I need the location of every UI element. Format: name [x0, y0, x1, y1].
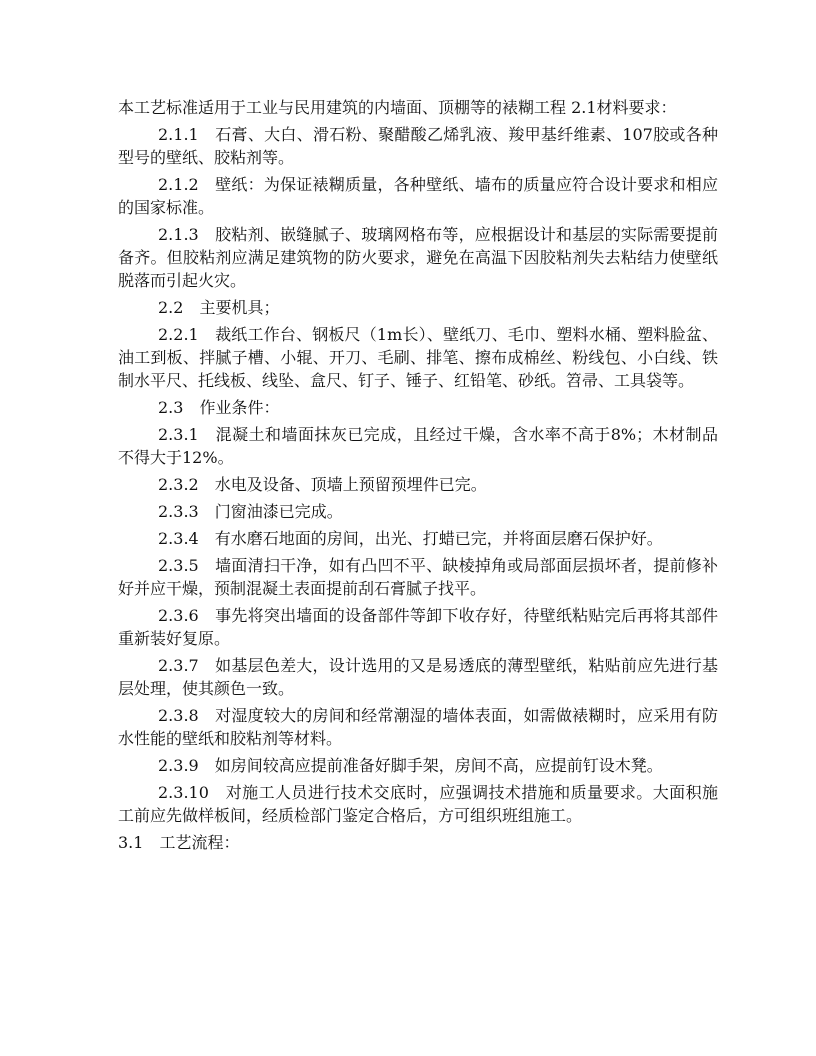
document-paragraph: 2.3.6 事先将突出墙面的设备部件等卸下收存好，待壁纸粘贴完后再将其部件重新装好复原。	[118, 606, 718, 648]
document-paragraph: 2.3.7 如基层色差大，设计选用的又是易透底的薄型壁纸，粘贴前应先进行基层处理，使其颜色一致。	[118, 656, 718, 698]
document-paragraph: 2.3.10 对施工人员进行技术交底时，应强调技术措施和质量要求。大面积施工前应先做样板间，经质检部门鉴定合格后，方可组织班组施工。	[118, 783, 718, 825]
document-paragraph: 2.3.2 水电及设备、顶墙上预留预埋件已完。	[158, 475, 487, 494]
document-paragraph: 2.1.3 胶粘剂、嵌缝腻子、玻璃网格布等，应根据设计和基层的实际需要提前备齐。但胶粘剂应满足建筑物的防火要求，避免在高温下因胶粘剂失去粘结力使壁纸脱落而引起火灾。	[118, 225, 718, 290]
document-paragraph: 2.1.1 石膏、大白、滑石粉、聚醋酸乙烯乳液、羧甲基纤维素、107胶或各种型号的壁纸、胶粘剂等。	[118, 125, 718, 167]
document-paragraph: 2.3.3 门窗油漆已完成。	[158, 502, 343, 521]
document-page	[118, 96, 718, 858]
document-paragraph: 2.3.8 对湿度较大的房间和经常潮湿的墙体表面，如需做裱糊时，应采用有防水性能的壁纸和胶粘剂等材料。	[118, 706, 718, 748]
document-paragraph: 2.3.1 混凝土和墙面抹灰已完成，且经过干燥，含水率不高于8%；木材制品不得大于12%。	[118, 425, 718, 467]
document-paragraph: 2.3.9 如房间较高应提前准备好脚手架，房间不高，应提前钉设木凳。	[158, 756, 663, 775]
document-paragraph: 本工艺标准适用于工业与民用建筑的内墙面、顶棚等的裱糊工程 2.1材料要求：	[118, 98, 677, 117]
document-paragraph: 2.3 作业条件：	[158, 398, 280, 417]
document-paragraph: 2.3.4 有水磨石地面的房间，出光、打蜡已完，并将面层磨石保护好。	[158, 529, 663, 548]
document-paragraph: 2.3.5 墙面清扫干净，如有凸凹不平、缺棱掉角或局部面层损坏者，提前修补好并应干燥，预制混凝土表面提前刮石膏腻子找平。	[118, 556, 718, 598]
document-paragraph: 2.2 主要机具；	[158, 298, 280, 317]
document-paragraph: 3.1 工艺流程：	[118, 833, 240, 852]
document-paragraph: 2.2.1 裁纸工作台、钢板尺（1m长）、壁纸刀、毛巾、塑料水桶、塑料脸盆、油工到板、拌腻子槽、小辊、开刀、毛刷、排笔、擦布成棉丝、粉线包、小白线、铁制水平尺、托线板、线坠、盒尺、钉子、锤子、红铅笔、砂纸。笤帚、工具袋等。	[118, 325, 718, 390]
document-paragraph: 2.1.2 壁纸：为保证裱糊质量，各种壁纸、墙布的质量应符合设计要求和相应的国家标准。	[118, 175, 718, 217]
